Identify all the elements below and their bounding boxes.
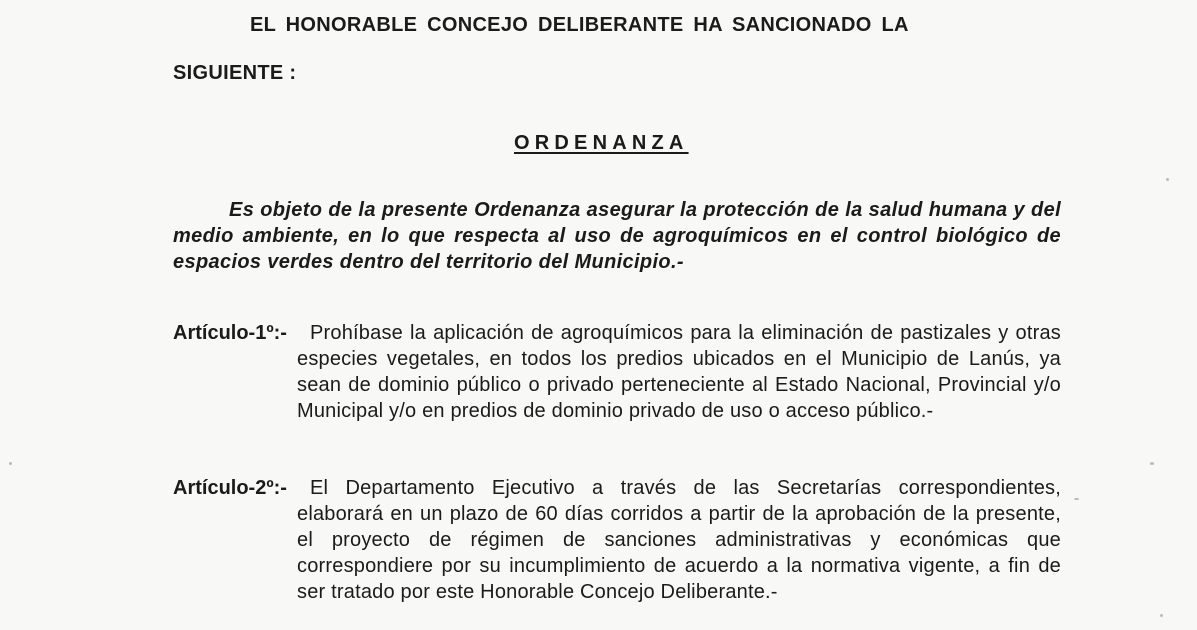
article-2-label: Artículo-2º:-	[173, 477, 287, 499]
article-2	[173, 475, 1061, 605]
scan-speck	[1150, 462, 1154, 465]
article-2-text: El Departamento Ejecutivo a través de las Secretarías correspondientes, elaborará en un plazo de 60 días corridos a partir de la aprobación de la presente, el proyecto de régimen de sanciones administrativas y económicas que correspondiere por su incumplimiento de acuerdo a la normativa vigente, a fin de ser tratado por este Honorable Concejo Deliberante.-	[297, 477, 1061, 603]
article-1-text: Prohíbase la aplicación de agroquímicos para la eliminación de pastizales y otras especies vegetales, en todos los predios ubicados en el Municipio de Lanús, ya sean de dominio público o privado perteneciente al Estado Nacional, Provincial y/o Municipal y/o en predios de dominio privado de uso o acceso público.-	[297, 322, 1061, 422]
preamble-paragraph: Es objeto de la presente Ordenanza asegurar la protección de la salud humana y del medio ambiente, en lo que respecta al uso de agroquímicos en el control biológico de espacios verdes dentro del territorio del Municipio.-	[173, 199, 1061, 273]
scan-speck	[1166, 178, 1169, 181]
heading-line-2: SIGUIENTE :	[173, 62, 297, 84]
scan-speck	[1160, 614, 1163, 617]
heading-line-1: EL HONORABLE CONCEJO DELIBERANTE HA SANCIONADO LA	[250, 14, 909, 36]
scan-speck	[1074, 498, 1079, 500]
article-1	[173, 320, 1061, 424]
article-1-label: Artículo-1º:-	[173, 322, 287, 344]
document-title: ORDENANZA	[514, 132, 689, 154]
scan-speck	[9, 462, 12, 465]
